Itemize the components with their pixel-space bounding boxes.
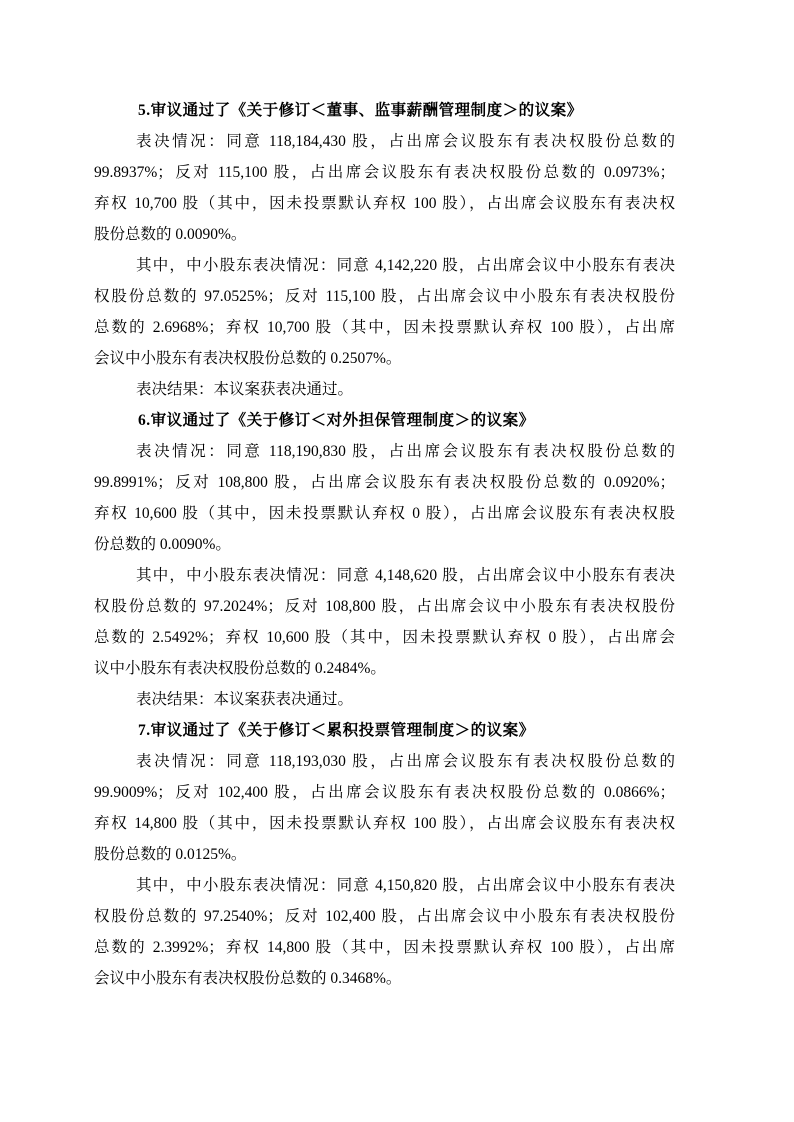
- body-line: 表决情况：同意 118,193,030 股，占出席会议股东有表决权股份总数的: [136, 753, 675, 770]
- section-5-vote-result: [94, 374, 675, 405]
- body-line: 其中，中小股东表决情况：同意 4,150,820 股，占出席会议中小股东有表决: [136, 877, 675, 894]
- body-line: 表决情况：同意 118,184,430 股，占出席会议股东有表决权股份总数的: [136, 133, 675, 150]
- body-line: 会议中小股东有表决权股份总数的 0.3468%。: [94, 970, 402, 987]
- body-line: 表决结果：本议案获表决通过。: [136, 691, 354, 708]
- body-line: 99.9009%；反对 102,400 股，占出席会议股东有表决权股份总数的 0.0866%；: [94, 784, 675, 801]
- body-line: 其中，中小股东表决情况：同意 4,148,620 股，占出席会议中小股东有表决: [136, 567, 675, 584]
- section-item-5: [94, 95, 675, 405]
- section-6-heading: 6.审议通过了《关于修订＜对外担保管理制度＞的议案》: [138, 412, 535, 429]
- body-line: 99.8991%；反对 108,800 股，占出席会议股东有表决权股份总数的 0.0920%；: [94, 474, 675, 491]
- body-line: 表决情况：同意 118,190,830 股，占出席会议股东有表决权股份总数的: [136, 443, 675, 460]
- body-line: 权股份总数的 97.2024%；反对 108,800 股，占出席会议中小股东有表决权股份: [94, 598, 675, 615]
- body-line: 会议中小股东有表决权股份总数的 0.2507%。: [94, 350, 402, 367]
- body-line: 99.8937%；反对 115,100 股，占出席会议股东有表决权股份总数的 0.0973%；: [94, 164, 675, 181]
- body-line: 弃权 10,600 股（其中，因未投票默认弃权 0 股），占出席会议股东有表决权股: [94, 505, 675, 522]
- body-line: 股份总数的 0.0090%。: [94, 226, 247, 243]
- body-line: 表决结果：本议案获表决通过。: [136, 381, 354, 398]
- section-6-vote-summary: [94, 436, 675, 560]
- body-line: 权股份总数的 97.0525%；反对 115,100 股，占出席会议中小股东有表决权股份: [94, 288, 675, 305]
- section-item-6: [94, 405, 675, 715]
- body-line: 总数的 2.3992%；弃权 14,800 股（其中，因未投票默认弃权 100 股），占出席: [94, 939, 675, 956]
- body-line: 其中，中小股东表决情况：同意 4,142,220 股，占出席会议中小股东有表决: [136, 257, 675, 274]
- body-line: 股份总数的 0.0125%。: [94, 846, 247, 863]
- section-5-minority-vote: [94, 250, 675, 374]
- section-6-minority-vote: [94, 560, 675, 684]
- body-line: 份总数的 0.0090%。: [94, 536, 231, 553]
- section-6-vote-result: [94, 684, 675, 715]
- body-line: 弃权 10,700 股（其中，因未投票默认弃权 100 股），占出席会议股东有表决权: [94, 195, 675, 212]
- body-line: 总数的 2.6968%；弃权 10,700 股（其中，因未投票默认弃权 100 股），占出席: [94, 319, 675, 336]
- section-7-vote-summary: [94, 746, 675, 870]
- body-line: 总数的 2.5492%；弃权 10,600 股（其中，因未投票默认弃权 0 股），占出席会: [94, 629, 675, 646]
- section-7-minority-vote: [94, 870, 675, 994]
- body-line: 议中小股东有表决权股份总数的 0.2484%。: [94, 660, 386, 677]
- section-5-vote-summary: [94, 126, 675, 250]
- body-line: 权股份总数的 97.2540%；反对 102,400 股，占出席会议中小股东有表决权股份: [94, 908, 675, 925]
- section-item-7: [94, 715, 675, 994]
- section-5-heading: 5.审议通过了《关于修订＜董事、监事薪酬管理制度＞的议案》: [138, 102, 583, 119]
- section-7-heading: 7.审议通过了《关于修订＜累积投票管理制度＞的议案》: [138, 722, 535, 739]
- body-line: 弃权 14,800 股（其中，因未投票默认弃权 100 股），占出席会议股东有表决权: [94, 815, 675, 832]
